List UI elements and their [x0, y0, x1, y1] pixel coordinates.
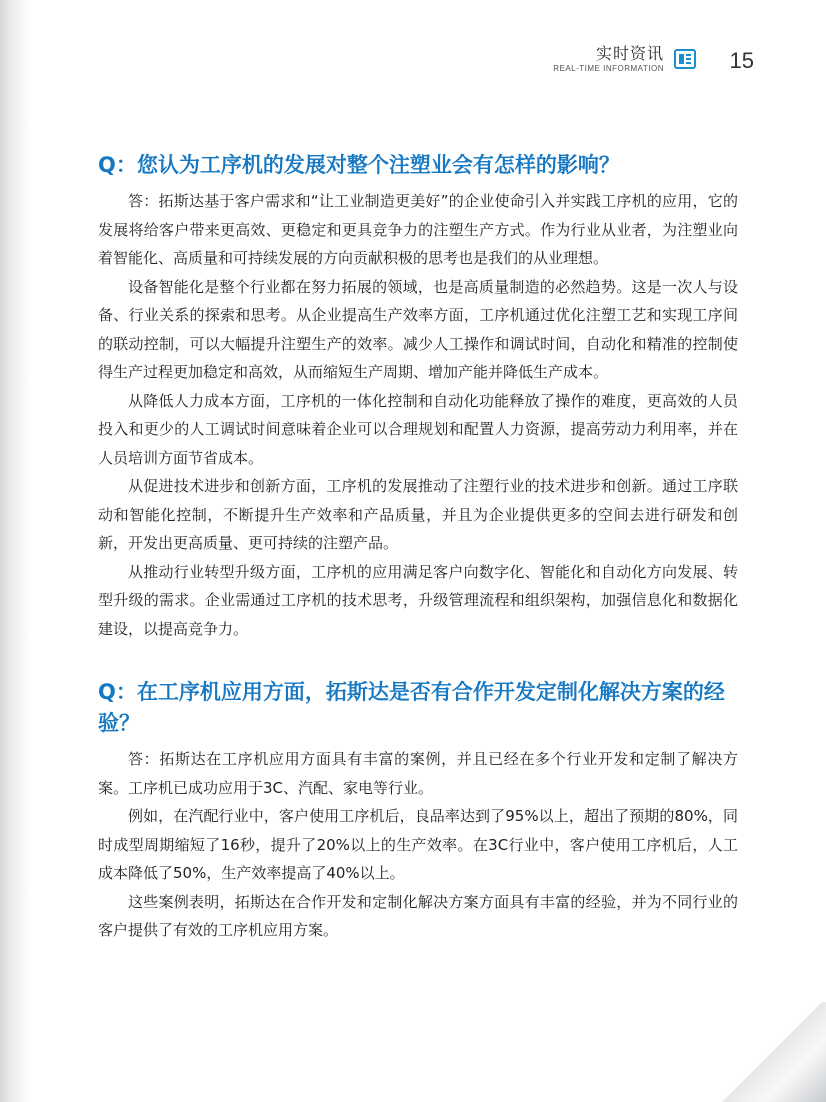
answer-paragraph: 从推动行业转型升级方面，工序机的应用满足客户向数字化、智能化和自动化方向发展、转型升级的需求。企业需通过工序机的技术思考，升级管理流程和组织架构，加强信息化和数据化建设，以提高竞争力。 — [98, 562, 738, 638]
answer-paragraph: 这些案例表明，拓斯达在合作开发和定制化解决方案方面具有丰富的经验，并为不同行业的客户提供了有效的工序机应用方案。 — [98, 892, 738, 939]
newspaper-icon — [674, 48, 696, 70]
page-header — [553, 44, 706, 74]
article-body — [98, 150, 738, 945]
answer-paragraph: 答：拓斯达在工序机应用方面具有丰富的案例，并且已经在多个行业开发和定制了解决方案。工序机已成功应用于3C、汽配、家电等行业。 — [98, 750, 738, 797]
question-heading-2: Q：在工序机应用方面，拓斯达是否有合作开发定制化解决方案的经验？ — [98, 680, 725, 735]
page-number: 15 — [729, 48, 754, 73]
answer-paragraph: 例如，在汽配行业中，客户使用工序机后，良品率达到了95%以上，超出了预期的80%，同时成型周期缩短了16秒，提升了20%以上的生产效率。在3C行业中，客户使用工序机后，人工成本降低了50%，生产效率提高了40%以上。 — [98, 807, 738, 882]
page-curl-decoration — [716, 1002, 826, 1102]
section-title: 实时资讯 — [595, 44, 664, 63]
answer-paragraph: 设备智能化是整个行业都在努力拓展的领域，也是高质量制造的必然趋势。这是一次人与设备、行业关系的探索和思考。从企业提高生产效率方面，工序机通过优化注塑工艺和实现工序间的联动控制，可以大幅提升注塑生产的效率。减少人工操作和调试时间，自动化和精准的控制使得生产过程更加稳定和高效，从而缩短生产周期、增加产能并降低生产成本。 — [98, 277, 738, 381]
section-subtitle: REAL-TIME INFORMATION — [553, 64, 664, 73]
answer-paragraph: 从促进技术进步和创新方面，工序机的发展推动了注塑行业的技术进步和创新。通过工序联动和智能化控制，不断提升生产效率和产品质量，并且为企业提供更多的空间去进行研发和创新，开发出更高质量、更可持续的注塑产品。 — [98, 477, 738, 552]
question-heading-1: Q：您认为工序机的发展对整个注塑业会有怎样的影响？ — [98, 153, 620, 177]
page-binding-shadow — [0, 0, 30, 1102]
section-title-block — [553, 44, 664, 74]
answer-paragraph: 从降低人力成本方面，工序机的一体化控制和自动化功能释放了操作的难度，更高效的人员投入和更少的人工调试时间意味着企业可以合理规划和配置人力资源，提高劳动力利用率，并在人员培训方面节省成本。 — [98, 391, 738, 467]
answer-paragraph: 答：拓斯达基于客户需求和“让工业制造更美好”的企业使命引入并实践工序机的应用，它的发展将给客户带来更高效、更稳定和更具竞争力的注塑生产方式。作为行业从业者，为注塑业向着智能化、高质量和可持续发展的方向贡献积极的思考也是我们的从业理想。 — [98, 192, 738, 267]
